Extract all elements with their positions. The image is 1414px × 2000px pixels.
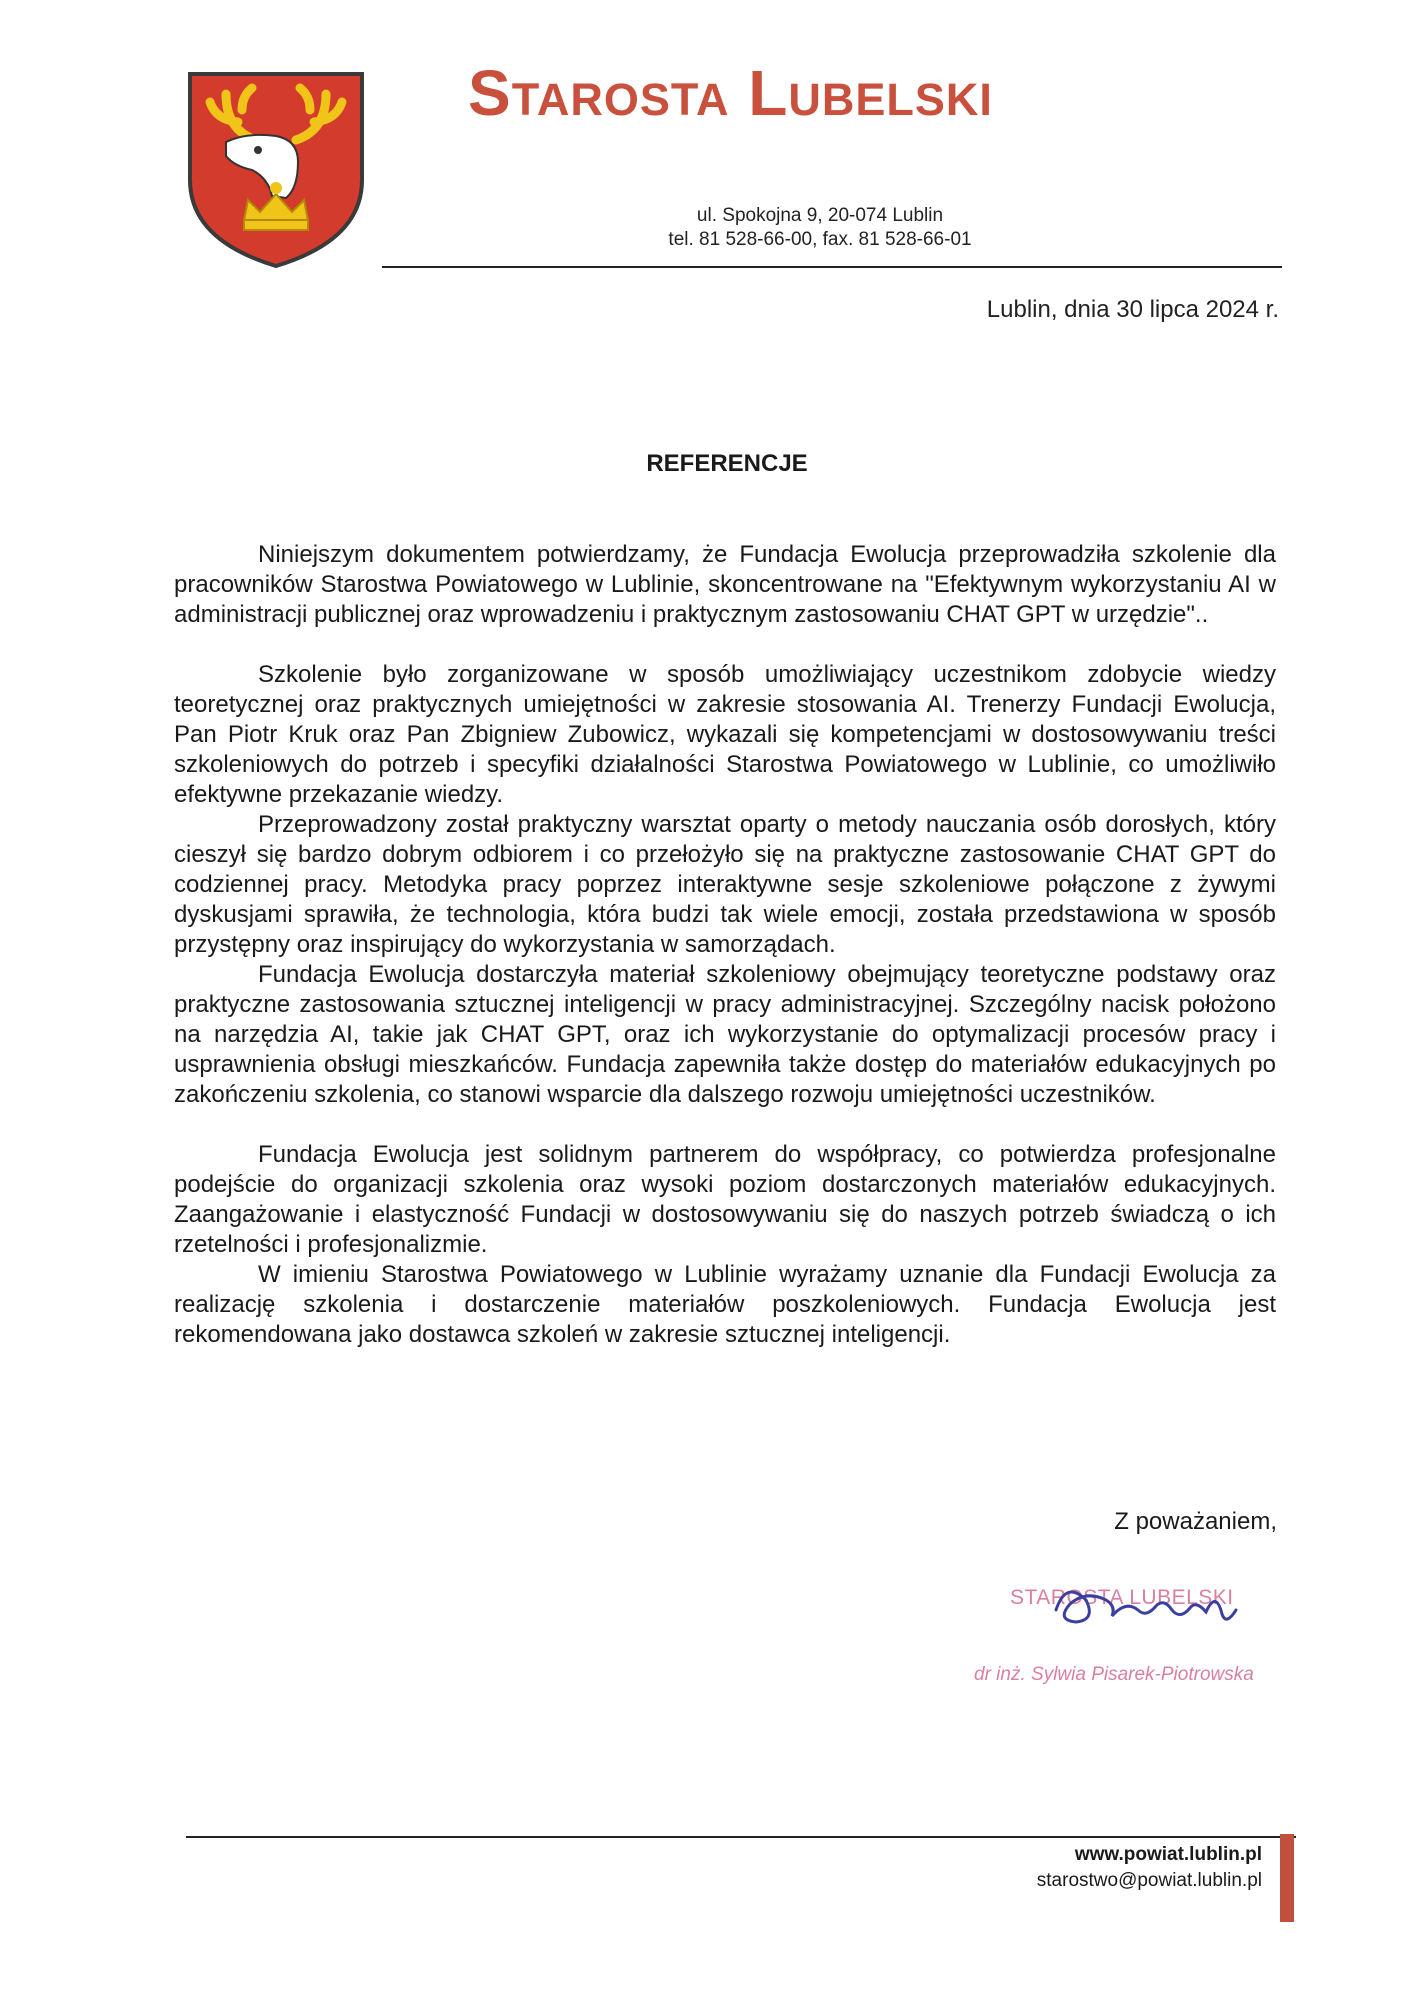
- phone-line: tel. 81 528-66-00, fax. 81 528-66-01: [668, 229, 972, 250]
- paragraph: Fundacja Ewolucja dostarczyła materiał szkoleniowy obejmujący teoretyczne podstawy oraz praktyczne zastosowania sztucznej inteligencji w pracy administracyjnej. Szczególny nacisk położono na narzędzia AI, takie jak CHAT GPT, oraz ich wykorzystanie do optymalizacji procesów pracy i usprawnienia obsługi mieszkańców. Fundacja zapewniła także dostęp do materiałów edukacyjnych po zakończeniu szkolenia, co stanowi wsparcie dla dalszego rozwoju umiejętności uczestników.: [174, 961, 1276, 1108]
- footer-email-link[interactable]: starostwo@powiat.lublin.pl: [1036, 1870, 1262, 1891]
- paragraph: Fundacja Ewolucja jest solidnym partnerem do współpracy, co potwierdza profesjonalne podejście do organizacji szkolenia oraz wysoki poziom dostarczonych materiałów edukacyjnych. Zaangażowanie i elastyczność Fundacji w dostosowywaniu się do naszych potrzeb świadczą o ich rzetelności i profesjonalizmie.: [174, 1141, 1276, 1258]
- organization-name: Starosta Lubelski: [468, 57, 993, 129]
- paragraph: Niniejszym dokumentem potwierdzamy, że Fundacja Ewolucja przeprowadziła szkolenie dla pracowników Starostwa Powiatowego w Lublinie, skoncentrowane na "Efektywnym wykorzystaniu AI w administracji publicznej oraz wprowadzeniu i praktycznym zastosowaniu CHAT GPT w urzędzie"..: [174, 541, 1276, 628]
- footer-accent-bar: [1280, 1834, 1294, 1922]
- paragraph: W imieniu Starostwa Powiatowego w Lublinie wyrażamy uznanie dla Fundacji Ewolucja za realizację szkolenia i dostarczenie materiałów poszkoleniowych. Fundacja Ewolucja jest rekomendowana jako dostawca szkoleń w zakresie sztucznej inteligencji.: [174, 1261, 1276, 1348]
- address-line: ul. Spokojna 9, 20-074 Lublin: [696, 205, 944, 226]
- footer-website-link[interactable]: www.powiat.lublin.pl: [1074, 1844, 1262, 1865]
- document-title: REFERENCJE: [646, 450, 808, 477]
- paragraph: Przeprowadzony został praktyczny warsztat oparty o metody nauczania osób dorosłych, który cieszył się bardzo dobrym odbiorem i co przełożyło się na praktyczne zastosowanie CHAT GPT do codziennej pracy. Metodyka pracy poprzez interaktywne sesje szkoleniowe połączone z żywymi dyskusjami sprawiła, że technologia, która budzi tak wiele emocji, została przedstawiona w sposób przystępny oraz inspirujący do wykorzystania w samorządach.: [174, 811, 1276, 958]
- signer-name: dr inż. Sylwia Pisarek-Piotrowska: [974, 1664, 1254, 1685]
- letter-body: [174, 540, 1276, 1350]
- closing-phrase: Z poważaniem,: [1114, 1508, 1277, 1535]
- letter-date: Lublin, dnia 30 lipca 2024 r.: [986, 296, 1279, 323]
- coat-of-arms-icon: [186, 70, 366, 270]
- official-stamp: STAROSTA LUBELSKI: [1010, 1586, 1234, 1609]
- address-block: [640, 204, 1000, 252]
- paragraph: Szkolenie było zorganizowane w sposób umożliwiający uczestnikom zdobycie wiedzy teoretycznej oraz praktycznych umiejętności w zakresie stosowania AI. Trenerzy Fundacji Ewolucja, Pan Piotr Kruk oraz Pan Zbigniew Zubowicz, wykazali się kompetencjami w dostosowywaniu treści szkoleniowych do potrzeb i specyfiki działalności Starostwa Powiatowego w Lublinie, co umożliwiło efektywne przekazanie wiedzy.: [174, 661, 1276, 808]
- handwritten-signature: [1046, 1570, 1246, 1640]
- footer-divider: [186, 1836, 1296, 1838]
- header-divider: [382, 266, 1282, 268]
